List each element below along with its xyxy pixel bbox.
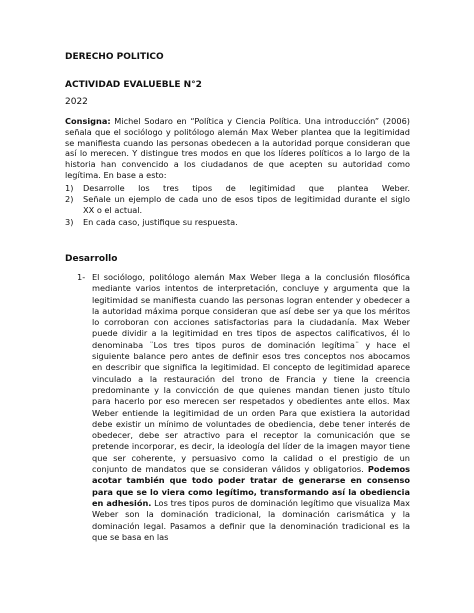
- task-number: 2): [65, 194, 74, 204]
- task-number: 1): [65, 183, 74, 193]
- answer-number: 1-: [77, 272, 86, 282]
- answer-text-part: Los tres tipos puros de dominación legítimo que visualiza Max Weber son la dominación tradicional, la dominación carismática y la dominación legal. Pasamos a definir que la denominación tradicional es la que se basa en las: [92, 497, 410, 542]
- section-heading: Desarrollo: [65, 254, 118, 264]
- year: 2022: [65, 97, 88, 107]
- task-item: [65, 183, 410, 194]
- task-text: En cada caso, justifique su respuesta.: [83, 217, 238, 227]
- document-title: DERECHO POLITICO: [65, 52, 164, 62]
- activity-heading: ACTIVIDAD EVALUEBLE N°2: [65, 80, 202, 90]
- answer-text-part: El sociólogo, politólogo alemán Max Weber llega a la conclusión filosófica mediante varios intentos de interpretación, concluye y argumenta que la legitimidad se manifiesta cuando las personas logran entender y obedecer a la autoridad máxima porque consideran que así debe ser ya que los méritos lo corroboran con acciones satisfactorias para la ciudadanía. Max Weber puede dividir a la legitimidad en tres tipos de aspectos calificativos, él lo denominaba ¨Los tres tipos puros de dominación legítima¨ y hace el siguiente balance pero antes de definir esos tres conceptos nos abocamos en describir que significa la legitimidad. El concepto de legitimidad aparece vinculado a la restauración del trono de Francia y tiene la creencia predominante y la convicción de que quienes mandan tienen justo título para hacerlo por eso merecen ser respetados y obedientes ante ellos. Max Weber entiende la legitimidad de un orden Para que existiera la autoridad debe existir un mínimo de voluntades de obediencia, debe tener interés de obedecer, debe ser atractivo para el receptor la comunicación que se pretende incorporar, es decir, la ideología del líder de la imagen mayor tiene que ser coherente, y persuasivo como la calidad o el prestigio de un conjunto de mandatos que se consideran válidos y obligatorios.: [92, 272, 410, 475]
- consigna-text: Michel Sodaro en “Política y Ciencia Política. Una introducción” (2006) señala que el sociólogo y politólogo alemán Max Weber plantea que la legitimidad se manifiesta cuando las personas obedecen a la autoridad porque consideran que así lo merecen. Y distingue tres modos en que los líderes políticos a lo largo de la historia han convencido a los ciudadanos de que acepten su autoridad como legítima. En base a esto:: [65, 116, 410, 180]
- answer-text: [92, 272, 410, 543]
- task-text: Desarrolle los tres tipos de legitimidad que plantea Weber.: [83, 183, 410, 193]
- answer-item: [77, 272, 410, 543]
- task-text: Señale un ejemplo de cada uno de esos tipos de legitimidad durante el siglo XX o el actual.: [83, 194, 410, 215]
- task-item: [65, 217, 410, 228]
- task-number: 3): [65, 217, 74, 227]
- task-item: [65, 194, 410, 216]
- answer-bold-text: Podemos acotar también que todo poder tratar de generarse en consenso para que se lo viera como legítimo, transformando así la obediencia en adhesión.: [92, 464, 410, 508]
- consigna-label: Consigna:: [65, 116, 111, 126]
- consigna-paragraph: [65, 116, 410, 181]
